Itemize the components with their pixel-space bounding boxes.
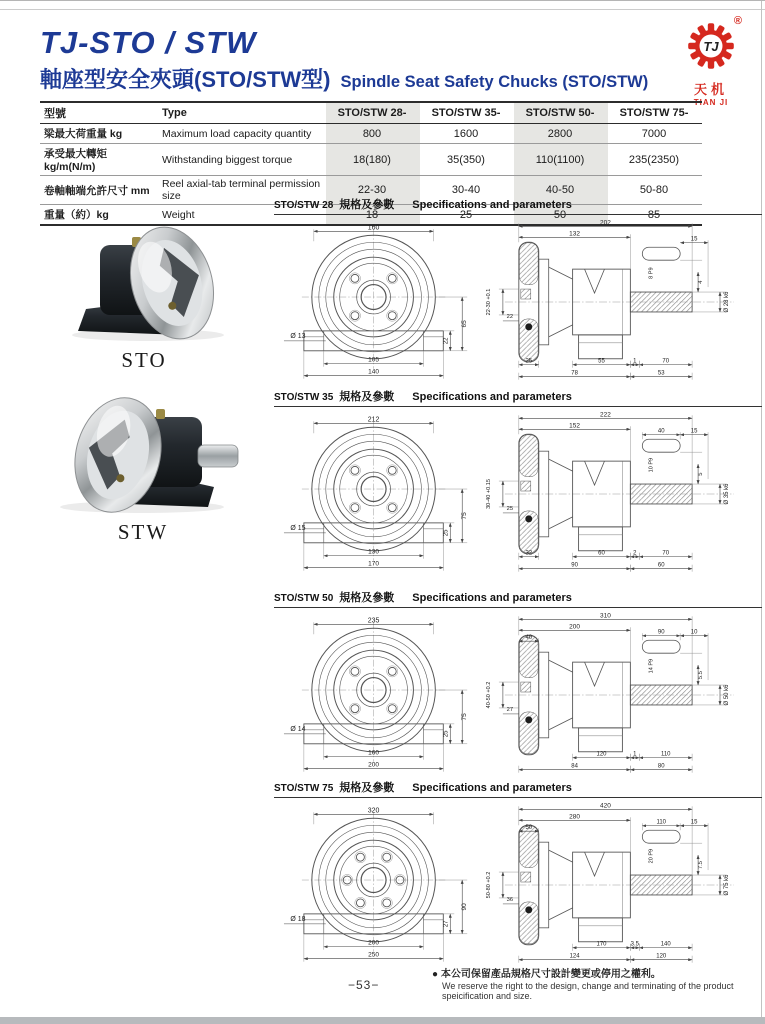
svg-text:8 P9: 8 P9: [648, 267, 655, 279]
svg-text:27: 27: [506, 706, 514, 713]
svg-text:22: 22: [506, 313, 514, 320]
table-cell: 50: [514, 205, 608, 224]
svg-text:222: 222: [600, 411, 612, 419]
section-model-label: STO/STW 35: [274, 392, 334, 403]
svg-text:10 P9: 10 P9: [648, 457, 655, 473]
table-row-label-en: Weight: [162, 208, 195, 221]
section-heading: [274, 589, 762, 608]
registered-mark: ®: [733, 15, 742, 27]
photo-label-stw: STW: [117, 520, 169, 544]
logo-monogram: TJ: [703, 39, 719, 54]
svg-text:110: 110: [656, 819, 667, 826]
subtitle-chinese: 軸座型安全夾頭(STO/STW型): [40, 67, 331, 92]
table-cell: 40-50: [514, 176, 608, 205]
svg-text:200: 200: [368, 761, 379, 769]
header: [40, 25, 648, 94]
svg-text:22: 22: [443, 337, 450, 345]
svg-text:32: 32: [525, 550, 533, 557]
table-cell: 110(1100): [514, 144, 608, 176]
table-header-type: Type: [158, 103, 326, 124]
svg-text:140: 140: [368, 368, 379, 376]
spec-section-28: [274, 196, 762, 387]
svg-text:160: 160: [367, 224, 380, 232]
svg-text:212: 212: [367, 416, 380, 424]
svg-text:Ø 13: Ø 13: [290, 332, 306, 340]
svg-text:Ø 28 k6: Ø 28 k6: [724, 291, 731, 313]
section-drawings: [274, 409, 762, 579]
table-cell: 22-30: [326, 176, 420, 205]
section-heading: [274, 388, 762, 407]
svg-text:25: 25: [506, 505, 514, 512]
svg-text:50: 50: [525, 825, 533, 832]
page-edge-bottom: [0, 1017, 765, 1024]
svg-text:80: 80: [658, 763, 665, 770]
brand-name-chinese: 天机: [693, 82, 728, 97]
svg-text:25: 25: [525, 358, 533, 365]
svg-text:40-50 +0.2: 40-50 +0.2: [486, 681, 493, 709]
section-heading-cn: 規格及參數: [339, 391, 395, 403]
section-drawings: [274, 217, 762, 387]
svg-text:27: 27: [443, 920, 450, 928]
svg-text:60: 60: [598, 550, 605, 557]
svg-text:160: 160: [368, 749, 379, 757]
svg-text:7.5: 7.5: [698, 861, 705, 870]
svg-text:105: 105: [368, 356, 379, 364]
svg-text:152: 152: [569, 422, 581, 430]
svg-text:78: 78: [571, 370, 579, 377]
side-view-drawing-75: [477, 800, 762, 970]
table-row-label-cn: 重量（約）kg: [44, 209, 109, 221]
side-view-drawing-28: [477, 217, 762, 387]
section-heading-cn: 規格及參數: [339, 199, 395, 211]
svg-text:20 P9: 20 P9: [648, 848, 655, 864]
section-heading-en: Specifications and parameters: [412, 391, 572, 403]
table-header-col-1: STO/STW 28-: [326, 103, 420, 124]
table-cell: 30-40: [420, 176, 514, 205]
table-header-col-3: STO/STW 50-: [514, 103, 608, 124]
stw-product-image: [38, 383, 248, 515]
footer-note-chinese: ● 本公司保留產品規格尺寸設計變更或停用之權利。: [432, 969, 661, 980]
svg-text:120: 120: [596, 751, 607, 758]
svg-text:30-40 +0.15: 30-40 +0.15: [486, 479, 493, 509]
svg-text:200: 200: [569, 623, 581, 631]
svg-text:140: 140: [660, 941, 671, 948]
front-view-drawing-28: [274, 217, 473, 387]
svg-text:75: 75: [461, 512, 469, 520]
svg-text:Ø 14: Ø 14: [290, 725, 306, 733]
svg-text:5: 5: [698, 472, 705, 476]
svg-text:Ø 15: Ø 15: [290, 524, 306, 532]
svg-text:124: 124: [569, 953, 580, 960]
svg-text:75: 75: [461, 713, 469, 721]
svg-text:Ø 75 k6: Ø 75 k6: [724, 874, 731, 896]
photo-label-sto: STO: [121, 348, 167, 372]
brand-logo: [676, 15, 746, 107]
svg-text:320: 320: [367, 807, 380, 815]
svg-text:250: 250: [368, 951, 379, 959]
table-row-label-cn: 梁最大荷重量 kg: [40, 124, 158, 144]
svg-text:50-80 +0.2: 50-80 +0.2: [486, 871, 493, 899]
svg-text:2: 2: [633, 550, 637, 557]
svg-text:1: 1: [633, 751, 637, 758]
svg-text:15: 15: [690, 236, 698, 243]
table-cell: 85: [647, 208, 661, 221]
svg-text:Ø 18: Ø 18: [290, 915, 306, 923]
table-cell: 235(2350): [608, 144, 702, 176]
page-edge-top: [0, 9, 765, 10]
footer-note-english: We reserve the right to the design, change and terminating of the product speicification and size.: [442, 981, 734, 1001]
svg-text:Ø 50 k6: Ø 50 k6: [724, 684, 731, 706]
svg-text:132: 132: [569, 230, 581, 238]
table-cell: 25: [459, 208, 473, 221]
table-row-label-cn: 承受最大轉矩 kg/m(N/m): [40, 144, 158, 176]
svg-text:70: 70: [662, 550, 670, 557]
section-heading-en: Specifications and parameters: [412, 782, 572, 794]
sto-product-image: [48, 211, 240, 343]
svg-text:202: 202: [600, 219, 612, 227]
table-cell: 1600: [420, 124, 514, 144]
table-row-label-en: Reel axial-tab terminal permission size: [158, 176, 326, 205]
gear-logo-icon: [684, 19, 738, 73]
svg-text:10: 10: [690, 629, 698, 636]
side-view-drawing-35: [477, 409, 762, 579]
section-heading-en: Specifications and parameters: [412, 199, 572, 211]
svg-text:1: 1: [633, 358, 637, 365]
svg-text:65: 65: [461, 320, 469, 328]
svg-text:420: 420: [600, 802, 612, 810]
section-model-label: STO/STW 50: [274, 593, 334, 604]
brand-name-english: TIAN JI: [693, 98, 729, 107]
svg-text:15: 15: [690, 428, 698, 435]
svg-text:90: 90: [571, 562, 579, 569]
svg-text:90: 90: [658, 629, 665, 636]
svg-text:84: 84: [571, 763, 579, 770]
table-cell: 18(180): [326, 144, 420, 176]
table-header-model-cn: 型號: [40, 103, 158, 124]
table-row-label-en: Withstanding biggest torque: [158, 144, 326, 176]
svg-text:40: 40: [658, 428, 665, 435]
table-cell: 2800: [514, 124, 608, 144]
svg-text:25: 25: [443, 730, 450, 738]
section-drawings: [274, 800, 762, 970]
svg-text:170: 170: [596, 941, 607, 948]
svg-text:40: 40: [525, 635, 533, 642]
svg-text:60: 60: [658, 562, 665, 569]
section-heading: [274, 196, 762, 215]
svg-text:90: 90: [461, 903, 469, 911]
svg-text:36: 36: [506, 896, 514, 903]
product-photo-sto: [48, 211, 240, 373]
section-heading-cn: 規格及參數: [339, 782, 395, 794]
front-view-drawing-75: [274, 800, 473, 970]
spec-section-35: [274, 388, 762, 579]
table-cell: 7000: [608, 124, 702, 144]
table-cell: 18: [326, 205, 420, 224]
table-cell: 800: [326, 124, 420, 144]
subtitle-english: Spindle Seat Safety Chucks (STO/STW): [340, 73, 649, 91]
section-heading-cn: 規格及參數: [339, 592, 395, 604]
footer-note: [432, 965, 757, 1001]
table-cell: 35(350): [420, 144, 514, 176]
svg-text:55: 55: [598, 358, 605, 365]
svg-text:110: 110: [661, 751, 671, 758]
svg-text:53: 53: [658, 370, 665, 377]
section-heading: [274, 779, 762, 798]
svg-text:4: 4: [698, 280, 705, 284]
svg-text:5.5: 5.5: [698, 671, 705, 680]
spec-section-50: [274, 589, 762, 780]
svg-text:120: 120: [656, 953, 667, 960]
section-drawings: [274, 610, 762, 780]
svg-text:3.5: 3.5: [630, 941, 640, 948]
front-view-drawing-50: [274, 610, 473, 780]
side-view-drawing-50: [477, 610, 762, 780]
svg-text:130: 130: [368, 548, 379, 556]
svg-text:15: 15: [690, 819, 698, 826]
front-view-drawing-35: [274, 409, 473, 579]
table-row-label-en: Maximum load capacity quantity: [158, 124, 326, 144]
svg-text:70: 70: [662, 358, 670, 365]
svg-text:Ø 35 k6: Ø 35 k6: [724, 483, 731, 505]
svg-text:280: 280: [569, 813, 581, 821]
svg-text:200: 200: [368, 939, 379, 947]
section-heading-en: Specifications and parameters: [412, 592, 572, 604]
table-header-col-2: STO/STW 35-: [420, 103, 514, 124]
table-cell: 50-80: [608, 176, 702, 205]
page-title: TJ-STO / STW: [40, 25, 257, 60]
spec-section-75: [274, 779, 762, 970]
section-model-label: STO/STW 75: [274, 783, 334, 794]
svg-text:22-30 +0.1: 22-30 +0.1: [486, 288, 493, 316]
svg-text:14 P9: 14 P9: [648, 658, 655, 674]
product-photo-stw: [38, 383, 248, 545]
section-model-label: STO/STW 28: [274, 200, 334, 211]
svg-text:25: 25: [443, 529, 450, 537]
svg-text:170: 170: [368, 560, 379, 568]
svg-text:235: 235: [367, 617, 380, 625]
table-row-label-cn: 卷軸軸端允許尺寸 mm: [40, 176, 158, 205]
svg-text:310: 310: [600, 612, 612, 620]
page-number: −53−: [348, 978, 380, 992]
table-header-col-4: STO/STW 75-: [608, 103, 702, 124]
